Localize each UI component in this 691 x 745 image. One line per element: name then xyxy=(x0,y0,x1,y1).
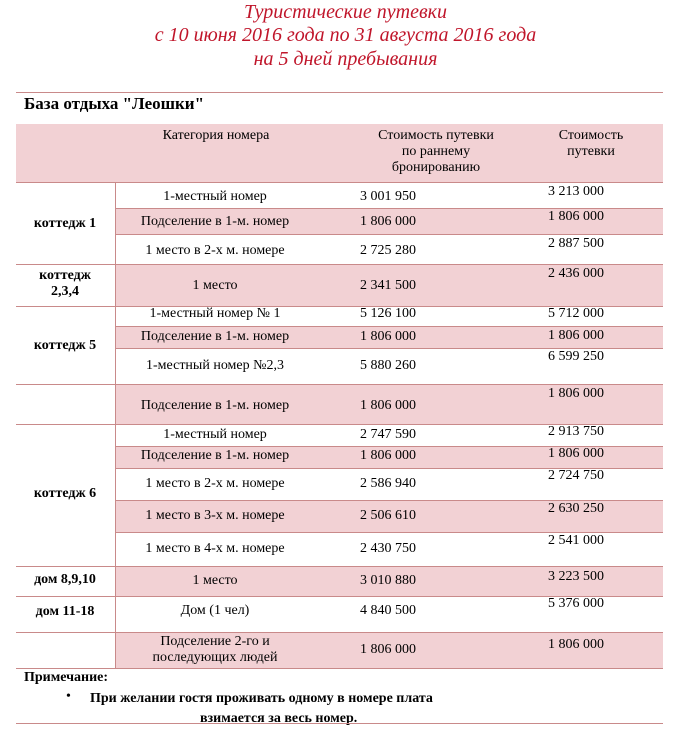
row-price: 1 806 000 xyxy=(548,386,604,401)
row-early-price: 1 806 000 xyxy=(360,214,416,229)
row-category: 1-местный номер №2,3 xyxy=(146,358,284,373)
row-category: 1 место в 3-х м. номере xyxy=(145,508,285,523)
row-category: 1 место в 2-х м. номере xyxy=(145,476,285,491)
row-category: 1-местный номер xyxy=(163,427,267,442)
row-category: 1-местный номер xyxy=(163,189,267,204)
row-price: 2 541 000 xyxy=(548,533,604,548)
row-early-price: 2 430 750 xyxy=(360,541,416,556)
row-early-price: 1 806 000 xyxy=(360,642,416,657)
row-price: 1 806 000 xyxy=(548,446,604,461)
row-early-price: 1 806 000 xyxy=(360,448,416,463)
header-price: Стоимость путевки xyxy=(558,128,624,159)
row-early-price: 3 001 950 xyxy=(360,189,416,204)
row-early-price: 1 806 000 xyxy=(360,329,416,344)
row-price: 2 887 500 xyxy=(548,236,604,251)
row-category: 1 место xyxy=(192,573,238,588)
row-price: 2 913 750 xyxy=(548,424,604,439)
row-early-price: 2 725 280 xyxy=(360,243,416,258)
row-category: 1 место xyxy=(192,278,238,293)
row-price: 3 213 000 xyxy=(548,184,604,199)
row-early-price: 2 586 940 xyxy=(360,476,416,491)
row-category: Подселение в 1-м. номер xyxy=(140,214,290,229)
row-early-price: 5 880 260 xyxy=(360,358,416,373)
header-early-price: Стоимость путевки по раннему бронированию xyxy=(378,128,494,175)
row-category: 1 место в 2-х м. номере xyxy=(145,243,285,258)
row-price: 3 223 500 xyxy=(548,569,604,584)
group-label: коттедж 2,3,4 xyxy=(39,268,91,299)
row-price: 2 630 250 xyxy=(548,501,604,516)
row-early-price: 3 010 880 xyxy=(360,573,416,588)
row-early-price: 2 506 610 xyxy=(360,508,416,523)
row-early-price: 1 806 000 xyxy=(360,398,416,413)
row-category: Подселение в 1-м. номер xyxy=(140,398,290,413)
row-early-price: 2 747 590 xyxy=(360,427,416,442)
table-header xyxy=(16,124,663,182)
row-price: 1 806 000 xyxy=(548,637,604,652)
row-price: 2 724 750 xyxy=(548,468,604,483)
row-category: 1 место в 4-х м. номере xyxy=(145,541,285,556)
note-text: При желании гостя проживать одному в номере плата взимается за весь номер. xyxy=(90,691,433,726)
base-name: База отдыха "Леошки" xyxy=(24,94,205,113)
row-early-price: 4 840 500 xyxy=(360,603,416,618)
group-label: коттедж 1 xyxy=(33,216,97,231)
row-early-price: 5 126 100 xyxy=(360,306,416,321)
title-line-1: Туристические путевки xyxy=(243,1,448,23)
row-price: 2 436 000 xyxy=(548,266,604,281)
row-category: 1-местный номер № 1 xyxy=(149,306,281,321)
row-category: Подселение 2-го и последующих людей xyxy=(152,634,278,665)
row-price: 5 712 000 xyxy=(548,306,604,321)
group-label: дом 8,9,10 xyxy=(34,572,96,587)
row-category: Подселение в 1-м. номер xyxy=(140,329,290,344)
header-category: Категория номера xyxy=(162,128,270,143)
group-label: коттедж 5 xyxy=(33,338,97,353)
row-category: Дом (1 чел) xyxy=(180,603,250,618)
row-category: Подселение в 1-м. номер xyxy=(140,448,290,463)
bullet-icon: • xyxy=(66,689,71,704)
row-price: 5 376 000 xyxy=(548,596,604,611)
row-price: 6 599 250 xyxy=(548,349,604,364)
note-heading: Примечание: xyxy=(24,670,109,685)
row-price: 1 806 000 xyxy=(548,328,604,343)
group-label: дом 11-18 xyxy=(35,604,95,619)
row-early-price: 2 341 500 xyxy=(360,278,416,293)
title-line-2: с 10 июня 2016 года по 31 августа 2016 года xyxy=(154,24,537,46)
title-line-3: на 5 дней пребывания xyxy=(253,48,438,70)
group-label: коттедж 6 xyxy=(33,486,97,501)
row-price: 1 806 000 xyxy=(548,209,604,224)
